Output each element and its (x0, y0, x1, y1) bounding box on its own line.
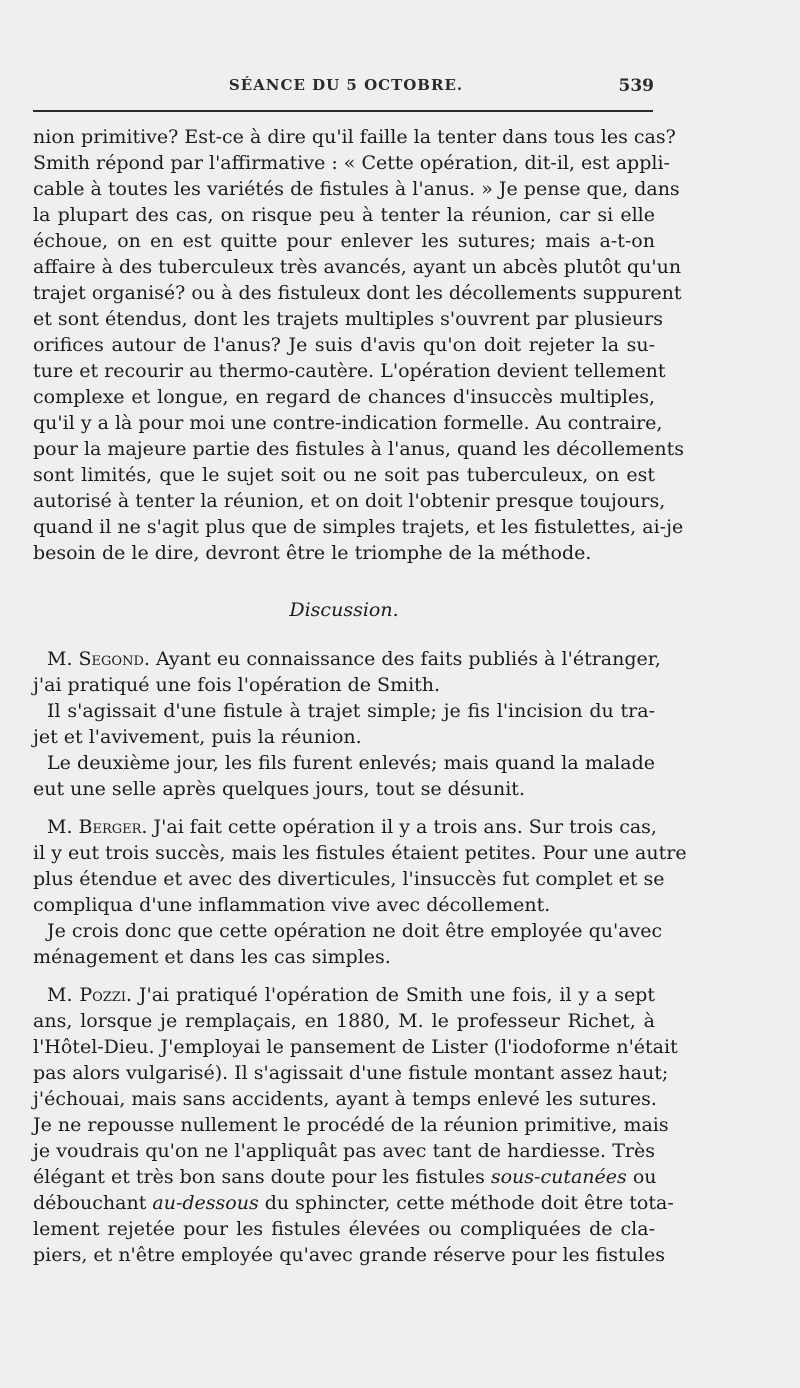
text-line: sont limités, que le sujet soit ou ne soit pas tuberculeux, on est (33, 464, 655, 486)
text-line: Je ne repousse nullement le procédé de la réunion primitive, mais (33, 1114, 669, 1136)
page-number: 539 (618, 76, 654, 96)
speaker-text: Ayant eu connaissance des faits publiés à l'étranger, (149, 648, 661, 670)
text-line-dessous (33, 1190, 674, 1217)
text-run: élégant et très bon sans doute pour les fistules (33, 1166, 491, 1188)
text-line: ménagement et dans les cas simples. (33, 946, 391, 968)
text-line: affaire à des tuberculeux très avancés, ayant un abcès plutôt qu'un (33, 256, 682, 278)
text-line: j'ai pratiqué une fois l'opération de Smith. (33, 674, 441, 696)
speaker-name: M. Berger. (47, 816, 148, 838)
speaker-text: J'ai pratiqué l'opération de Smith une fois, il y a sept (132, 984, 655, 1006)
text-line: complexe et longue, en regard de chances d'insuccès multiples, (33, 386, 655, 408)
text-line: autorisé à tenter la réunion, et on doit l'obtenir presque toujours, (33, 490, 666, 512)
text-line-cutanees (33, 1164, 655, 1191)
text-line: et sont étendus, dont les trajets multiples s'ouvrent par plusieurs (33, 308, 664, 330)
text-line: l'Hôtel-Dieu. J'employai le pansement de Lister (l'iodoforme n'était (33, 1036, 678, 1058)
text-line: lement rejetée pour les fistules élevées ou compliquées de cla- (33, 1218, 655, 1240)
text-line: quand il ne s'agit plus que de simples trajets, et les fistulettes, ai-je (33, 516, 684, 538)
text-line: Le deuxième jour, les fils furent enlevés; mais quand la malade (47, 752, 655, 774)
text-line: qu'il y a là pour moi une contre-indication formelle. Au contraire, (33, 412, 663, 434)
text-line: piers, et n'être employée qu'avec grande réserve pour les fistules (33, 1244, 665, 1266)
text-line: nion primitive? Est-ce à dire qu'il faille la tenter dans tous les cas? (33, 126, 676, 148)
italic-term: sous-cutanées (490, 1166, 627, 1188)
header-rule (33, 110, 653, 112)
page-header (36, 76, 656, 100)
text-line: plus étendue et avec des diverticules, l'insuccès fut complet et se (33, 868, 665, 890)
text-line: pour la majeure partie des fistules à l'anus, quand les décollements (33, 438, 685, 460)
text-line: trajet organisé? ou à des fistuleux dont les décollements suppurent (33, 282, 682, 304)
berger-line-1 (33, 814, 655, 841)
text-line: il y eut trois succès, mais les fistules étaient petites. Pour une autre (33, 842, 687, 864)
segond-line-1 (33, 646, 661, 673)
text-run: du sphincter, cette méthode doit être tota- (258, 1192, 674, 1214)
text-line: cable à toutes les variétés de fistules à l'anus. » Je pense que, dans (33, 178, 680, 200)
pozzi-line-1 (33, 982, 655, 1009)
text-line: ture et recourir au thermo-cautère. L'opération devient tellement (33, 360, 666, 382)
text-line: orifices autour de l'anus? Je suis d'avis qu'on doit rejeter la su- (33, 334, 655, 356)
speaker-name: M. Segond. (47, 648, 150, 670)
text-run: débouchant (33, 1192, 153, 1214)
text-line: besoin de le dire, devront être le triomphe de la méthode. (33, 542, 592, 564)
text-line: eut une selle après quelques jours, tout se désunit. (33, 778, 525, 800)
text-line: je voudrais qu'on ne l'appliquât pas avec tant de hardiesse. Très (33, 1140, 655, 1162)
text-line: Il s'agissait d'une fistule à trajet simple; je fis l'incision du tra- (47, 700, 655, 722)
text-line: ans, lorsque je remplaçais, en 1880, M. le professeur Richet, à (33, 1010, 655, 1032)
text-line: la plupart des cas, on risque peu à tenter la réunion, car si elle (33, 204, 655, 226)
text-line: compliqua d'une inflammation vive avec décollement. (33, 894, 551, 916)
speaker-text: J'ai fait cette opération il y a trois ans. Sur trois cas, (147, 816, 657, 838)
text-line: j'échouai, mais sans accidents, ayant à temps enlevé les sutures. (33, 1088, 657, 1110)
running-head: SÉANCE DU 5 OCTOBRE. (228, 76, 464, 94)
text-line: jet et l'avivement, puis la réunion. (33, 726, 362, 748)
italic-term: au-dessous (152, 1192, 259, 1214)
text-line: échoue, on en est quitte pour enlever les sutures; mais a-t-on (33, 230, 655, 252)
speaker-name: M. Pozzi. (47, 984, 133, 1006)
discussion-heading: Discussion. (289, 599, 399, 621)
text-line: pas alors vulgarisé). Il s'agissait d'une fistule montant assez haut; (33, 1062, 669, 1084)
text-line: Smith répond par l'affirmative : « Cette opération, dit-il, est appli- (33, 152, 670, 174)
text-run: ou (626, 1166, 657, 1188)
text-line: Je crois donc que cette opération ne doit être employée qu'avec (47, 920, 663, 942)
